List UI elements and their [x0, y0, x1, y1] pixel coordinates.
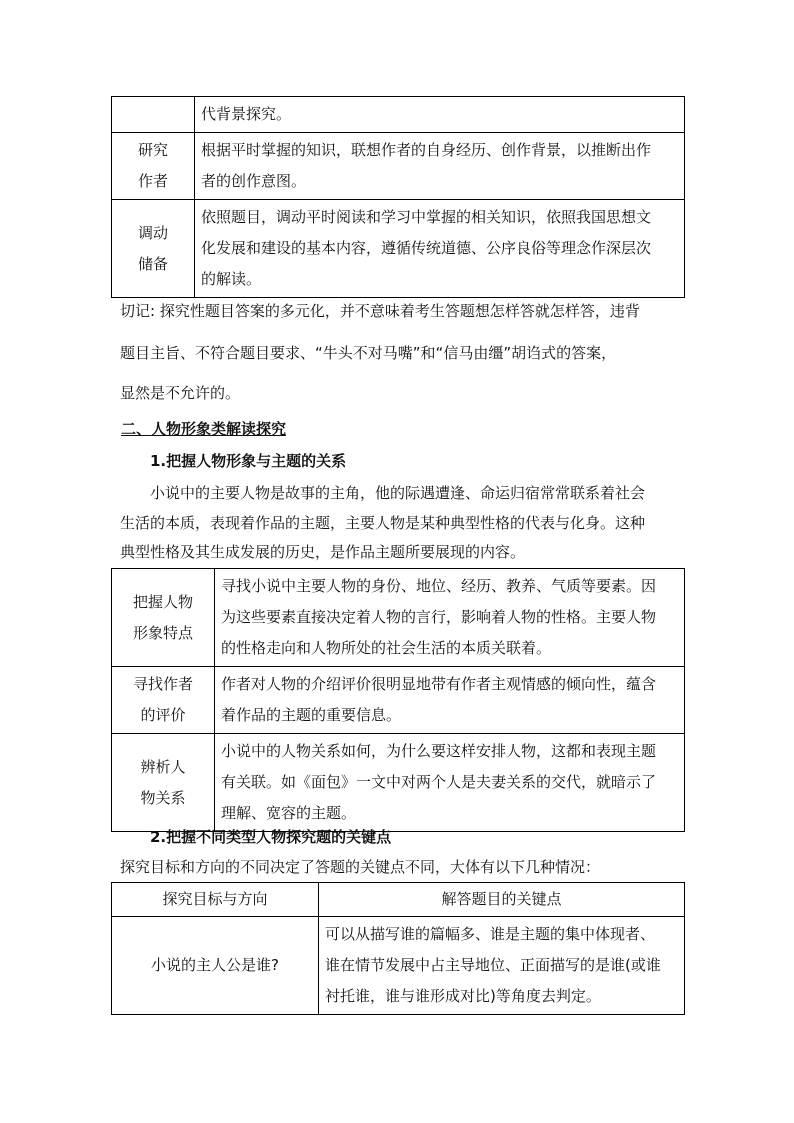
- row-label: [112, 133, 195, 200]
- text-line: 化发展和建设的基本内容，遵循传统道德、公序良俗等理念作深层次: [201, 239, 652, 257]
- column-header: 探究目标与方向: [112, 883, 319, 917]
- table-row: [112, 133, 685, 200]
- paragraph-line: 小说中的主要人物是故事的主角，他的际遇遭逢、命运归宿常常联系着社会: [150, 484, 646, 502]
- label-line: 的评价: [140, 706, 186, 724]
- text-line: 谁在情节发展中占主导地位、正面描写的是谁(或谁: [325, 956, 661, 974]
- text-line: 者的创作意图。: [201, 172, 307, 190]
- table-row: [112, 734, 685, 832]
- row-text: [215, 667, 685, 734]
- method-table: [111, 96, 685, 298]
- text-line: 根据平时掌握的知识，联想作者的自身经历、创作背景，以推断出作: [201, 141, 652, 159]
- row-text: [195, 200, 685, 298]
- row-label: [112, 734, 215, 832]
- row-text: [215, 734, 685, 832]
- row-text: [215, 569, 685, 667]
- table-header-row: [112, 883, 685, 917]
- table-row: [112, 917, 685, 1015]
- text-line: 的性格走向和人物所处的社会生活的本质关联着。: [221, 639, 552, 657]
- subsection-heading: 2.把握不同类型人物探究题的关键点: [150, 828, 392, 846]
- row-text: [319, 917, 685, 1015]
- note-line: 切记: 探究性题目答案的多元化，并不意味着考生答题想怎样答就怎样答，违背: [120, 302, 640, 320]
- row-text: 代背景探究。: [195, 97, 685, 133]
- label-line: 形象特点: [132, 623, 193, 642]
- table-row: [112, 667, 685, 734]
- text-line: 可以从描写谁的篇幅多、谁是主题的集中体现者、: [325, 925, 656, 943]
- text-line: 的解读。: [201, 270, 262, 288]
- label-line: 储备: [137, 254, 168, 273]
- label-line: 作者: [137, 172, 168, 190]
- text-line: 理解、宽容的主题。: [221, 804, 357, 822]
- column-header: 解答题目的关键点: [319, 883, 685, 917]
- paragraph-line: 典型性格及其生成发展的历史，是作品主题所要展现的内容。: [120, 543, 526, 561]
- text-line: 着作品的主题的重要信息。: [221, 706, 402, 724]
- row-label: [112, 200, 195, 298]
- text-line: 小说中的人物关系如何，为什么要这样安排人物，这都和表现主题: [221, 742, 657, 760]
- text-line: 作者对人物的介绍评价很明显地带有作者主观情感的倾向性，蕴含: [221, 675, 657, 693]
- text-line: 为这些要素直接决定着人物的言行，影响着人物的性格。主要人物: [221, 608, 657, 626]
- section-heading: 二、人物形象类解读探究: [121, 420, 287, 438]
- label-line: 辨析人: [140, 757, 186, 776]
- text-line: 寻找小说中主要人物的身份、地位、经历、教养、气质等要素。因: [221, 577, 657, 595]
- paragraph-line: 生活的本质，表现着作品的主题，主要人物是某种典型性格的代表与化身。这种: [120, 514, 646, 532]
- row-label: 小说的主人公是谁?: [112, 917, 319, 1015]
- text-line: 衬托谁，谁与谁形成对比)等角度去判定。: [325, 987, 601, 1005]
- character-table: [111, 568, 685, 832]
- subsection-heading: 1.把握人物形象与主题的关系: [150, 452, 347, 470]
- row-text: [195, 133, 685, 200]
- label-line: 寻找作者: [132, 675, 193, 693]
- label-line: 调动: [137, 223, 168, 242]
- label-line: 把握人物: [132, 592, 193, 611]
- table-row: [112, 97, 685, 133]
- row-label: [112, 97, 195, 133]
- key-points-table: [111, 882, 685, 1015]
- label-line: 研究: [137, 141, 168, 159]
- table-row: [112, 569, 685, 667]
- text-line: 依照题目，调动平时阅读和学习中掌握的相关知识，依照我国思想文: [201, 208, 652, 226]
- row-label: [112, 569, 215, 667]
- paragraph-line: 探究目标和方向的不同决定了答题的关键点不同，大体有以下几种情况：: [120, 858, 601, 876]
- note-line: 显然是不允许的。: [120, 384, 241, 402]
- row-label: [112, 667, 215, 734]
- label-line: 物关系: [140, 788, 186, 807]
- text-line: 有关联。如《面包》一文中对两个人是夫妻关系的交代，就暗示了: [221, 773, 657, 791]
- note-line: 题目主旨、不符合题目要求、“牛头不对马嘴”和“信马由缰”胡诌式的答案，: [120, 344, 617, 362]
- table-row: [112, 200, 685, 298]
